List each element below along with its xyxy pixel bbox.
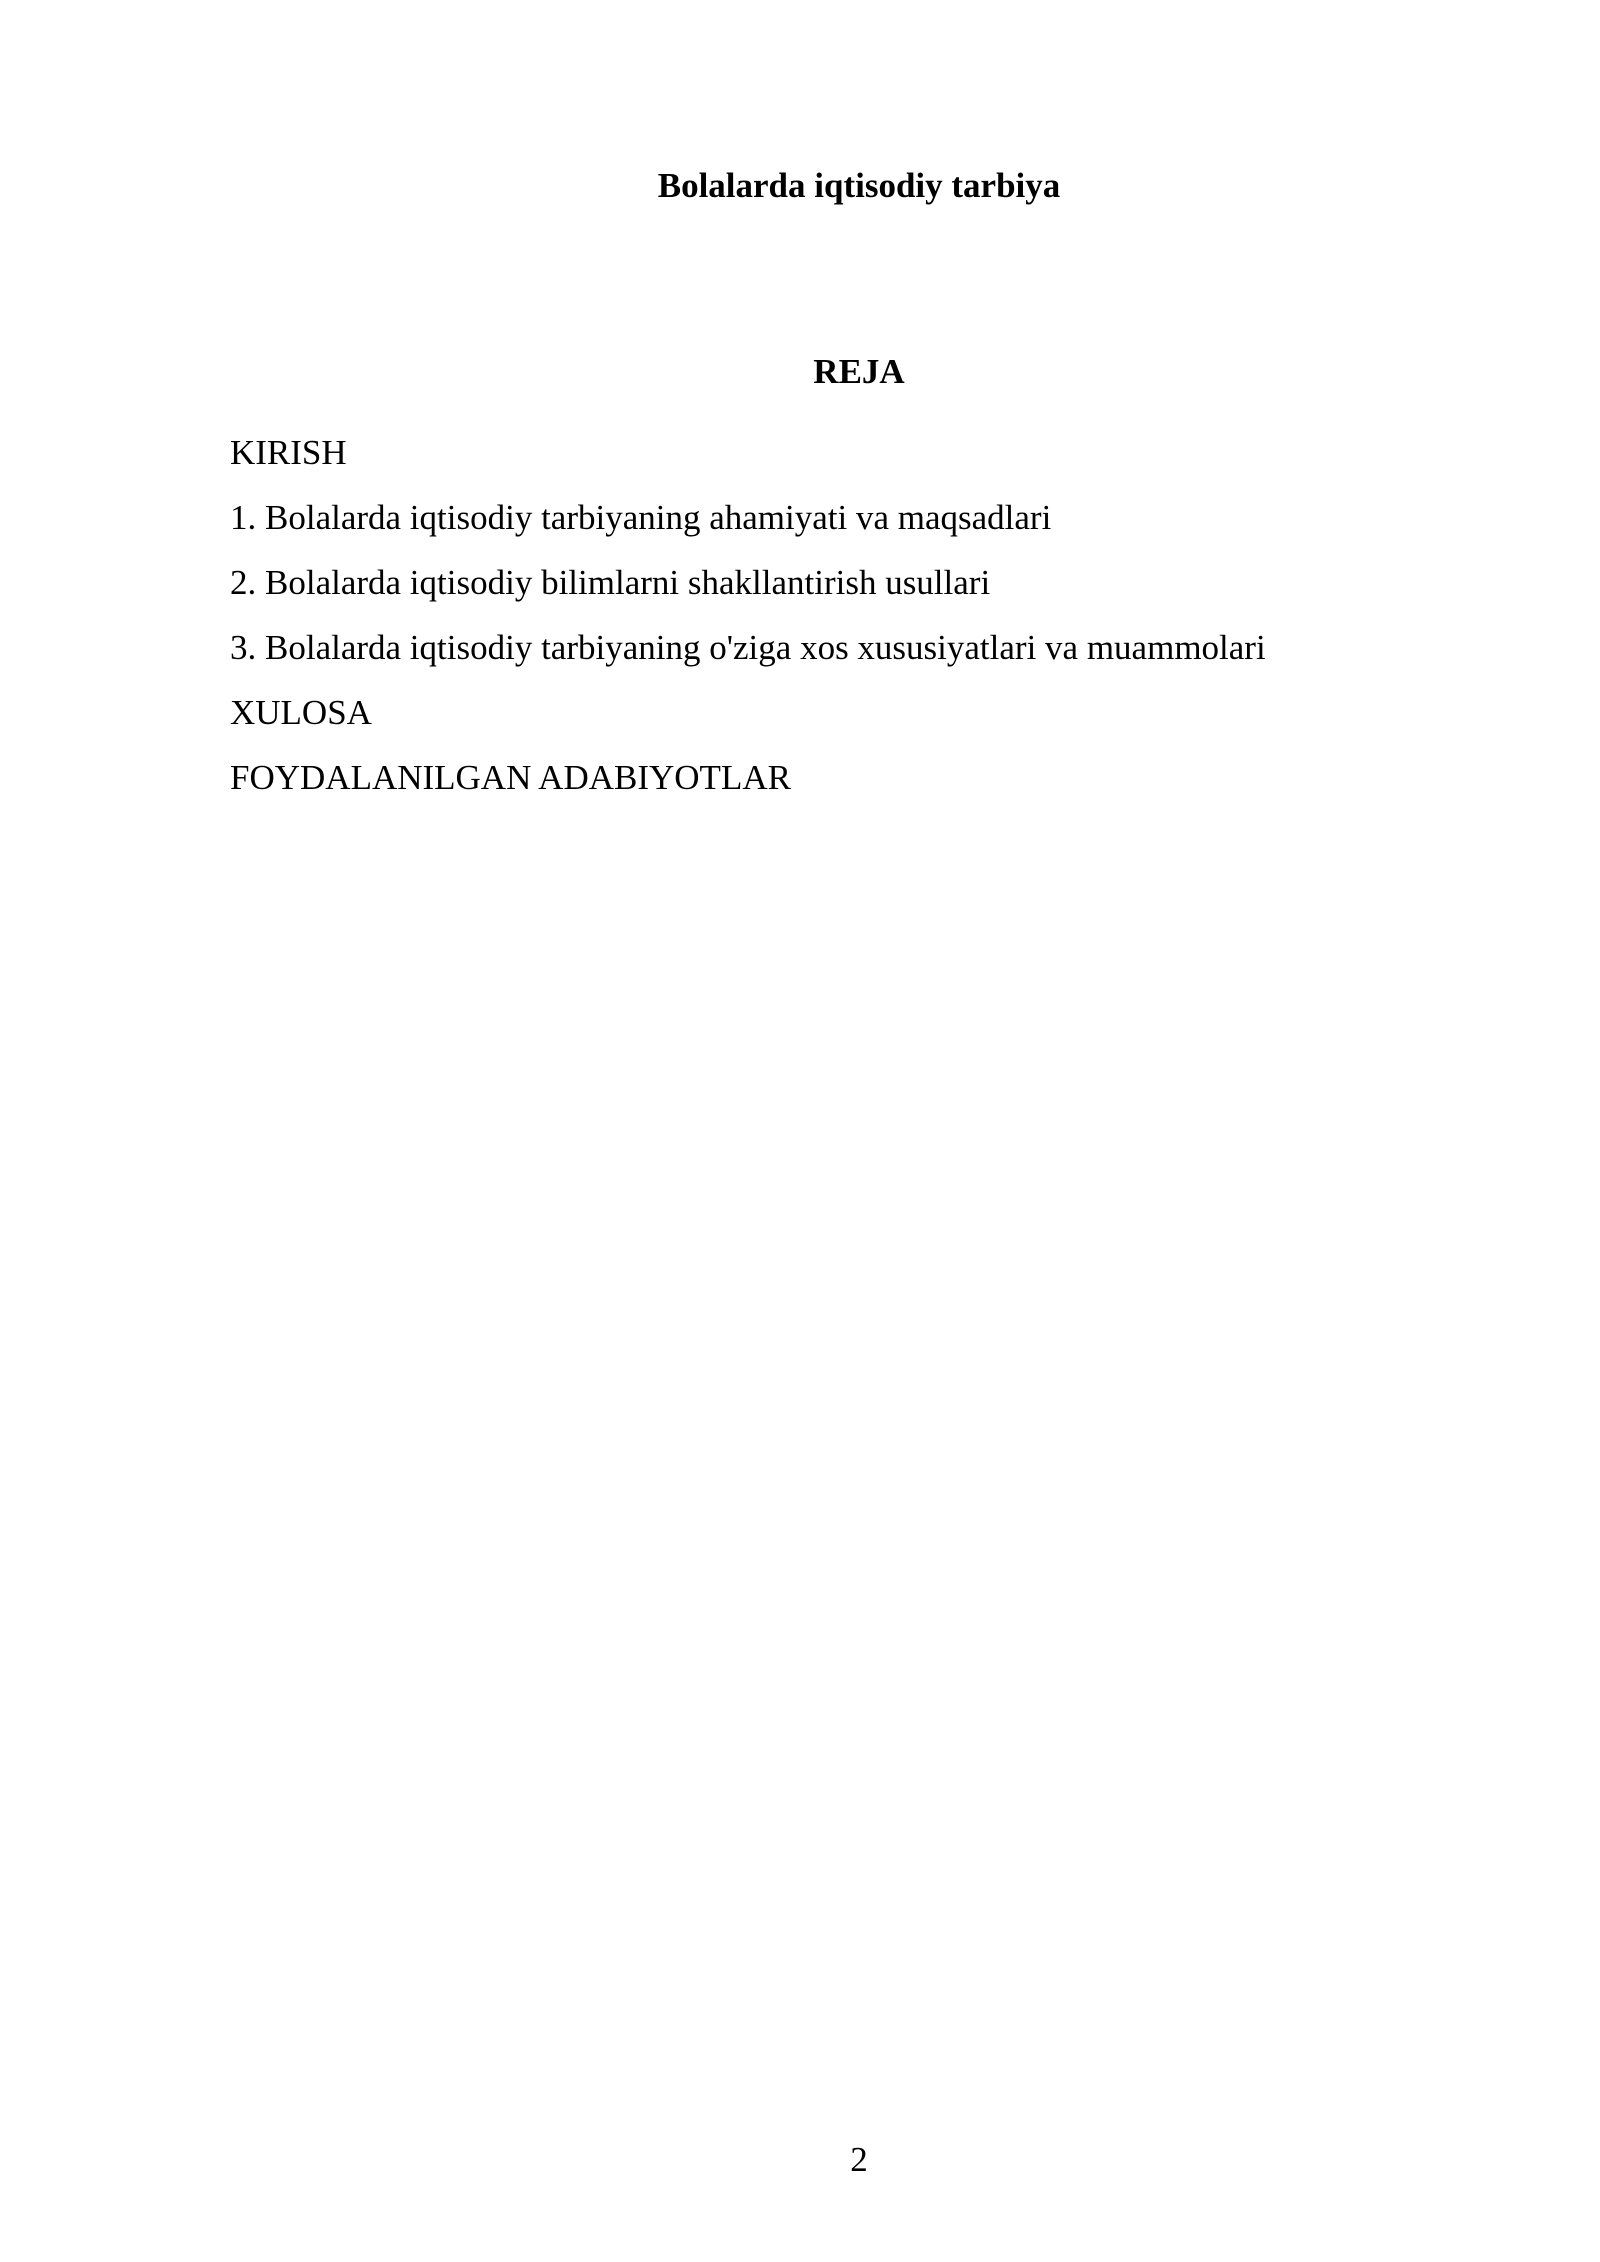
plan-item-references: FOYDALANILGAN ADABIYOTLAR bbox=[230, 758, 791, 797]
plan-list bbox=[230, 420, 1266, 810]
plan-item-introduction: KIRISH bbox=[230, 433, 347, 472]
plan-item-1: 1. Bolalarda iqtisodiy tarbiyaning ahamiyati va maqsadlari bbox=[230, 498, 1052, 537]
page-number: 2 bbox=[850, 2140, 868, 2179]
plan-item-2: 2. Bolalarda iqtisodiy bilimlarni shakllantirish usullari bbox=[230, 563, 991, 602]
plan-item-conclusion: XULOSA bbox=[230, 693, 372, 732]
document-title: Bolalarda iqtisodiy tarbiya bbox=[657, 166, 1061, 205]
plan-item-3: 3. Bolalarda iqtisodiy tarbiyaning o'ziga xos xususiyatlari va muammolari bbox=[230, 628, 1266, 667]
plan-heading: REJA bbox=[813, 352, 905, 391]
